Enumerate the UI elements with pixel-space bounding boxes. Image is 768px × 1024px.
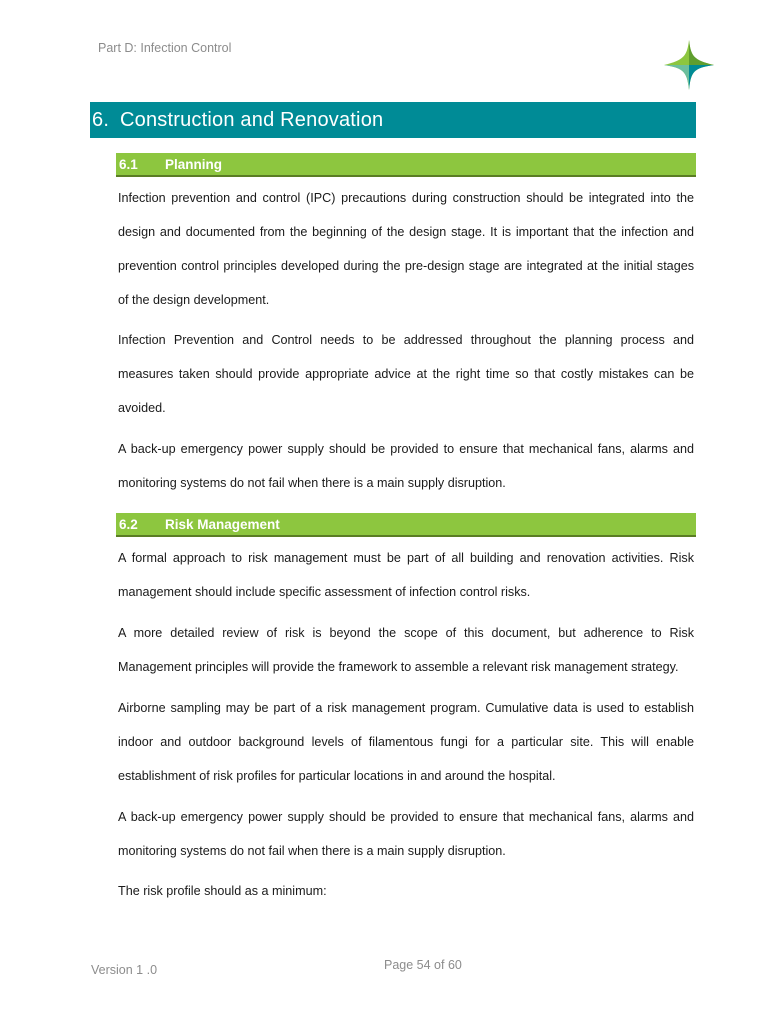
running-header: Part D: Infection Control — [98, 41, 232, 55]
chapter-number: 6. — [92, 108, 110, 131]
paragraph: A formal approach to risk management must be part of all building and renovation activities. Risk management should include specific assessment of infection control risks. — [118, 551, 694, 599]
paragraph: Infection prevention and control (IPC) precautions during construction should be integrated into the design and documented from the beginning of the design stage. It is important that the infection and prevention control principles developed during the pre-design stage are integrated at the initial stages of the design development. — [118, 191, 694, 307]
paragraph: Infection Prevention and Control needs to be addressed throughout the planning process and measures taken should provide appropriate advice at the right time so that costly mistakes can be avoided. — [118, 333, 694, 415]
section-number: 6.1 — [119, 156, 138, 172]
section-heading-planning — [116, 153, 696, 177]
section-heading-risk-management — [116, 513, 696, 537]
section-title: Planning — [165, 156, 222, 172]
paragraph: The risk profile should as a minimum: — [118, 884, 327, 898]
page-number: Page 54 of 60 — [384, 958, 462, 972]
section-number: 6.2 — [119, 516, 138, 532]
paragraph: A more detailed review of risk is beyond the scope of this document, but adherence to Risk Management principles will provide the framework to assemble a relevant risk management strategy. — [118, 626, 694, 674]
chapter-heading — [90, 102, 696, 138]
paragraph: Airborne sampling may be part of a risk management program. Cumulative data is used to establish indoor and outdoor background levels of filamentous fungi for a particular site. This will enable establishment of risk profiles for particular locations in and around the hospital. — [118, 701, 694, 783]
paragraph: A back-up emergency power supply should be provided to ensure that mechanical fans, alarms and monitoring systems do not fail when there is a main supply disruption. — [118, 810, 694, 858]
version-label: Version 1 .0 — [91, 963, 158, 977]
section-title: Risk Management — [165, 516, 280, 532]
paragraph: A back-up emergency power supply should be provided to ensure that mechanical fans, alarms and monitoring systems do not fail when there is a main supply disruption. — [118, 442, 694, 490]
four-point-star-logo-icon — [662, 38, 716, 92]
chapter-title: Construction and Renovation — [120, 108, 384, 131]
